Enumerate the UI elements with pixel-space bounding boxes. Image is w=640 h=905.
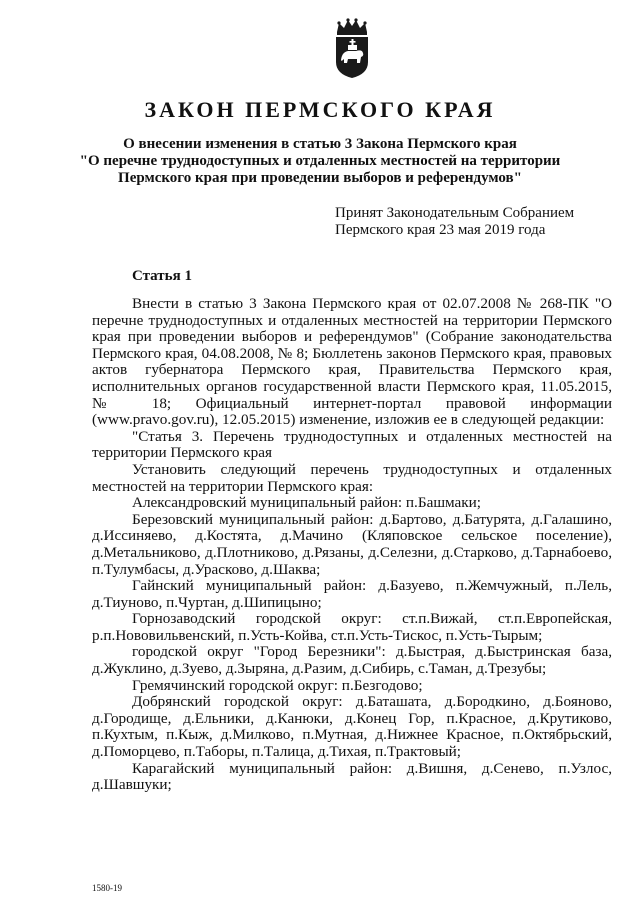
paragraph: "Статья 3. Перечень труднодоступных и отдаленных местностей на территории Пермского края <box>92 427 612 462</box>
article-heading: Статья 1 <box>132 268 192 284</box>
paragraph: Внести в статью 3 Закона Пермского края от 02.07.2008 № 268-ПК "О перечне труднодоступных и отдаленных местностей на территории Пермского края при проведении выборов и референдумов" (Собрание законодательства Пермского края, 04.08.2008, № 8; Бюллетень законов Пермского края, правовых актов губернатора Пермского края, Правительства Пермского края, исполнительных органов государственной власти Пермского края, 11.05.2015, № 18; Официальный интернет-портал правовой информации (www.pravo.gov.ru), 12.05.2015) изменение, изложив ее в следующей редакции: <box>92 295 612 429</box>
subtitle-line: О внесении изменения в статью 3 Закона Пермского края <box>123 136 517 152</box>
law-subtitle <box>40 136 600 187</box>
paragraph: Горнозаводский городской округ: ст.п.Вижай, ст.п.Европейская, р.п.Нововильвенский, п.Усть-Койва, ст.п.Усть-Тискос, п.Усть-Тырым; <box>92 610 612 644</box>
paragraph: Гайнский муниципальный район: д.Базуево, п.Жемчужный, п.Лель, д.Тиуново, п.Чуртан, д.Шипицыно; <box>92 577 612 611</box>
paragraph: Александровский муниципальный район: п.Башмаки; <box>132 494 481 512</box>
paragraph: Установить следующий перечень труднодоступных и отдаленных местностей на территории Пермского края: <box>92 460 612 495</box>
paragraph: городской округ "Город Березники": д.Быстрая, д.Быстринская база, д.Жуклино, д.Зуево, д.Зыряна, д.Разим, д.Сибирь, с.Таман, д.Трезубы; <box>92 643 612 678</box>
perm-krai-coat-of-arms-icon <box>329 18 375 80</box>
adoption-line: Пермского края 23 мая 2019 года <box>335 222 546 238</box>
paragraph: Березовский муниципальный район: д.Бартово, д.Батурята, д.Галашино, д.Иссиняево, д.Костята, д.Мачино (Кляповское сельское поселение), д.Метальниково, д.Плотниково, д.Рязаны, д.Селезни, д.Старково, д.Тарнабоево, п.Тулумбасы, д.Урасково, д.Шаква; <box>92 510 612 578</box>
adoption-line: Принят Законодательным Собранием <box>335 205 575 221</box>
paragraph: Карагайский муниципальный район: д.Вишня, д.Сенево, п.Узлос, д.Шавшуки; <box>92 759 612 794</box>
paragraph: Гремячинский городской округ: п.Безгодово; <box>132 676 423 694</box>
paragraph: Добрянский городской округ: д.Баташата, д.Бородкино, д.Бояново, д.Городище, д.Ельники, д.Канюки, д.Конец Гор, п.Красное, д.Крутиково, п.Кухтым, п.Кыж, д.Милково, п.Мутная, д.Нижнее Красное, п.Октябрьский, д.Поморцево, п.Таборы, п.Талица, д.Тихая, п.Трактовый; <box>92 693 612 761</box>
adoption-note <box>335 205 574 239</box>
article-body <box>92 296 612 794</box>
document-code: 1580-19 <box>92 883 122 893</box>
subtitle-line: Пермского края при проведении выборов и референдумов" <box>118 170 522 186</box>
subtitle-line: "О перечне труднодоступных и отдаленных местностей на территории <box>79 153 561 169</box>
law-title: ЗАКОН ПЕРМСКОГО КРАЯ <box>144 97 496 122</box>
